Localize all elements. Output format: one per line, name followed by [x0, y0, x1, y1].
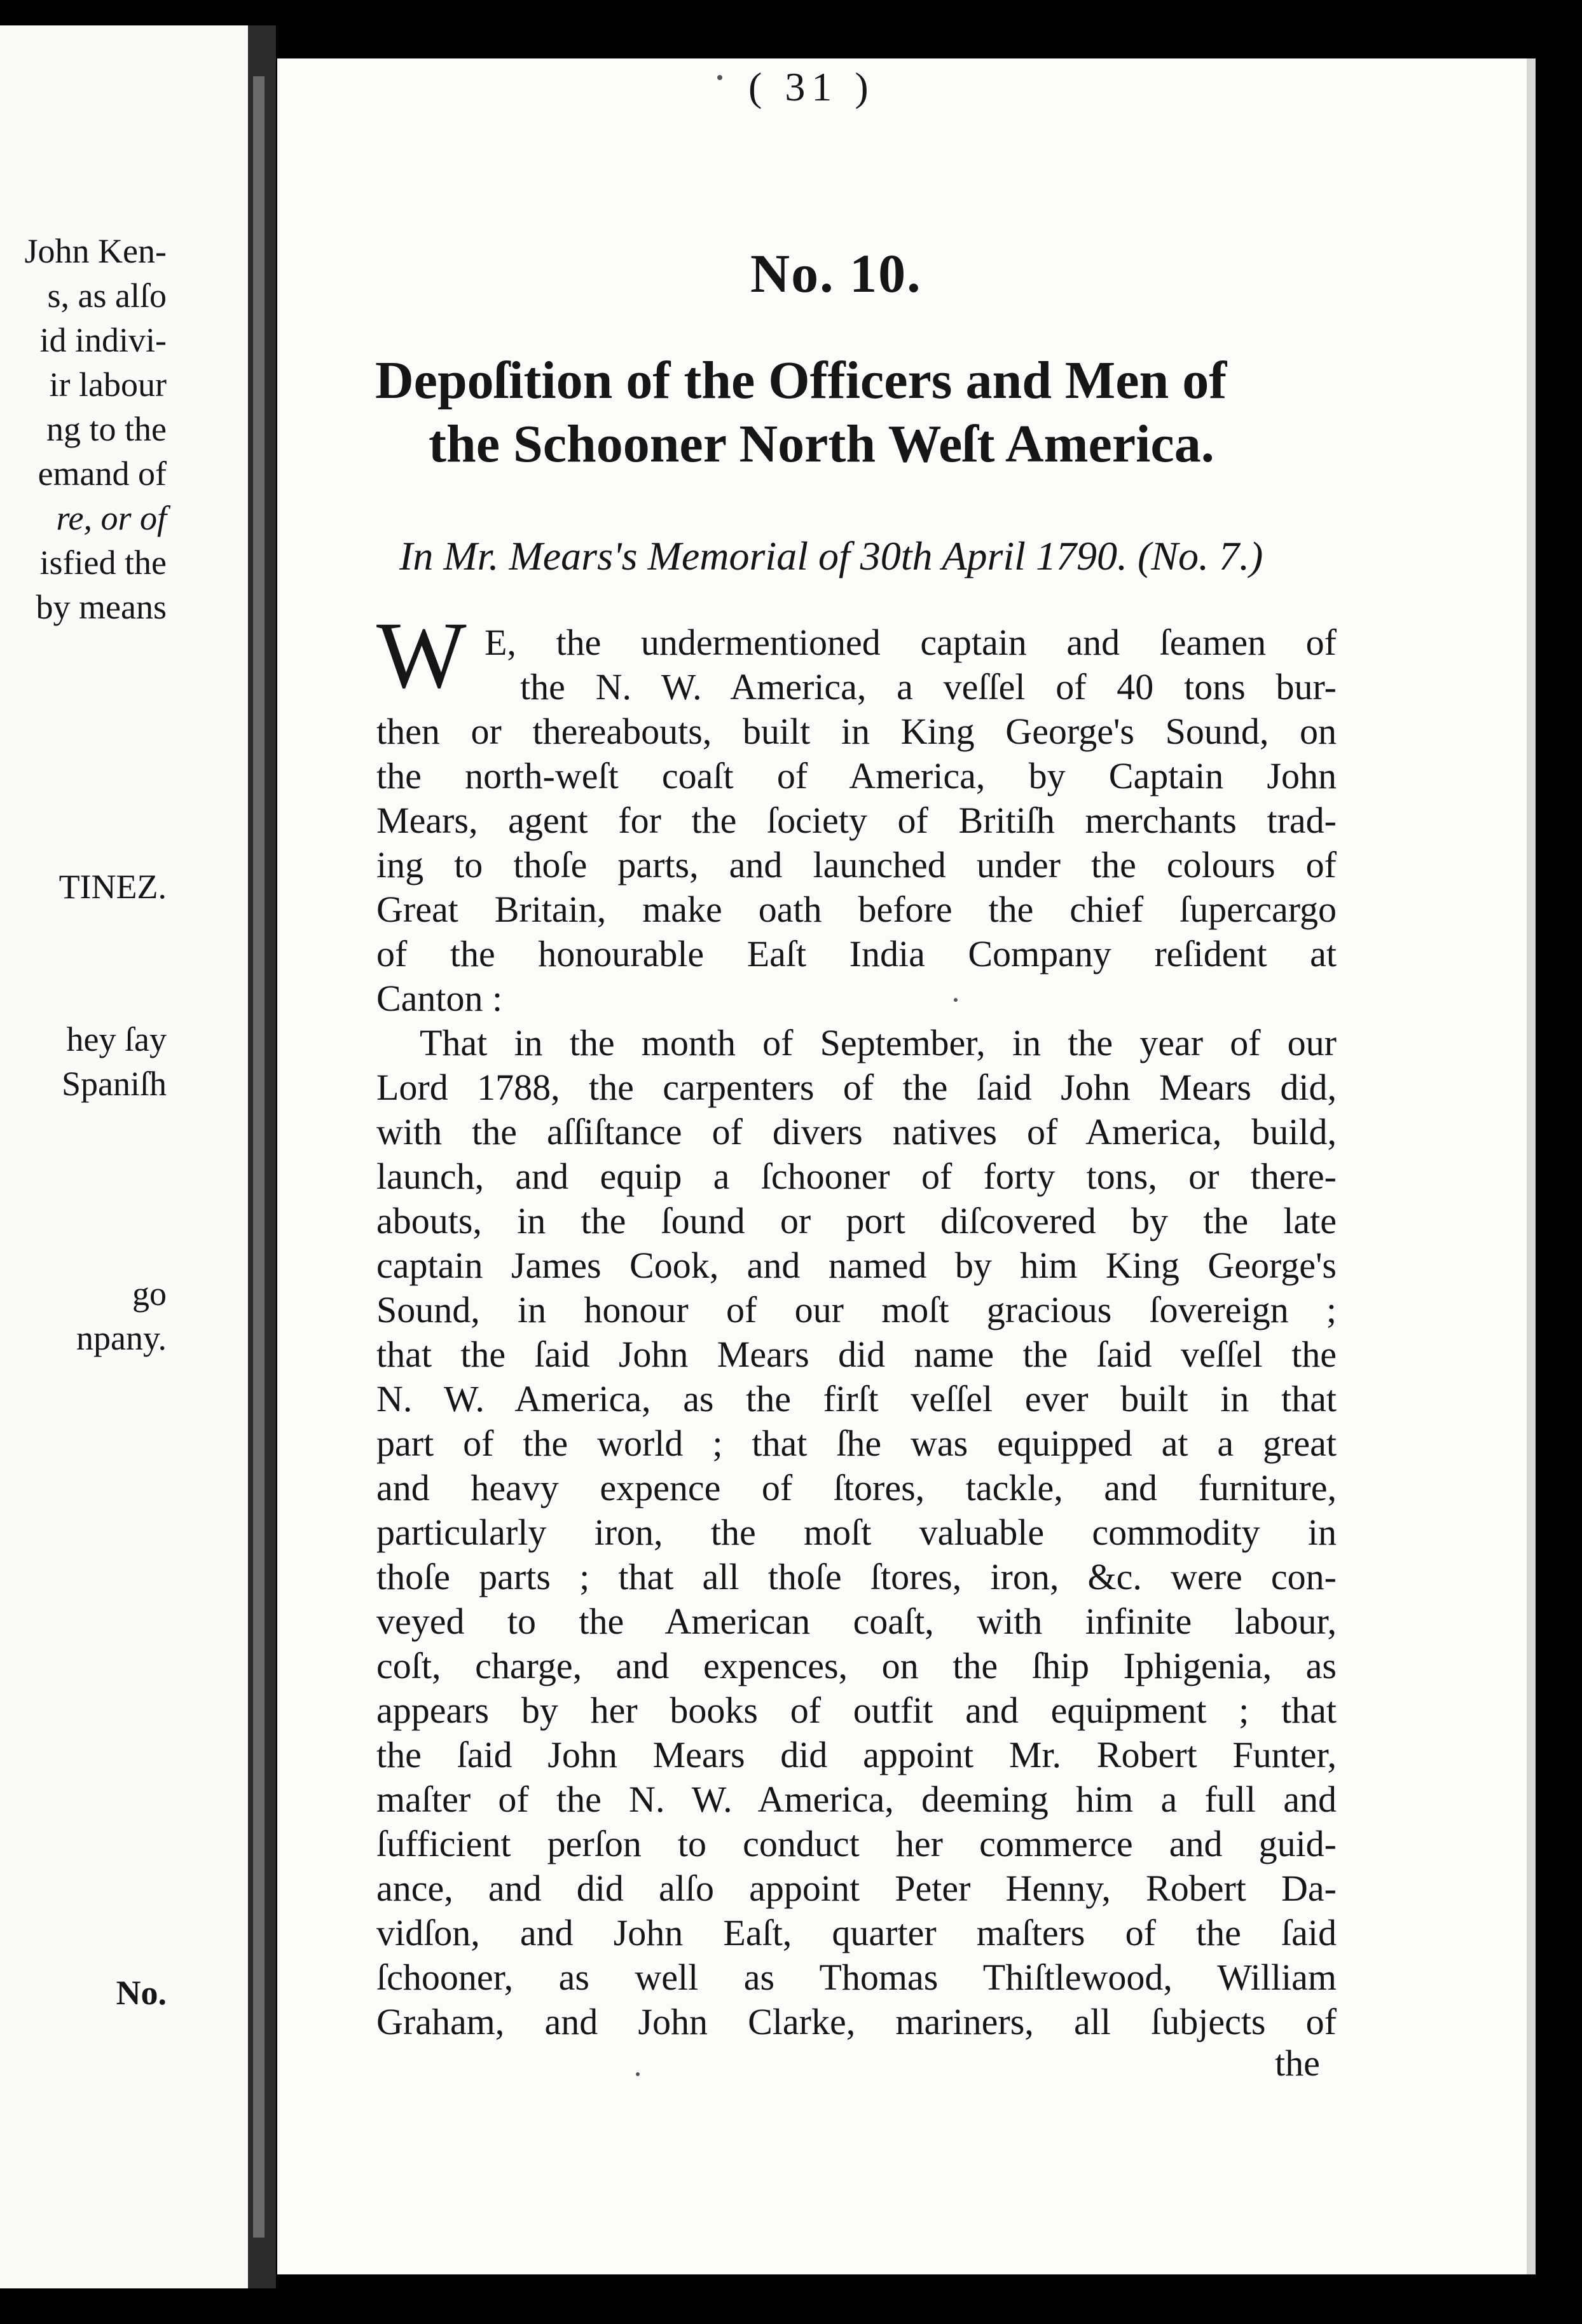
left-page-line: ir labour: [49, 366, 167, 404]
body-text-line: with the aſſiſtance of divers natives of America, build,: [376, 1111, 1337, 1152]
body-text-line: of the honourable Eaſt India Company reſident at: [376, 933, 1337, 974]
body-text-line: the N. W. America, a veſſel of 40 tons bur-: [520, 666, 1337, 707]
body-text-line: the ſaid John Mears did appoint Mr. Robert Funter,: [376, 1734, 1337, 1775]
ink-speck: [636, 2072, 640, 2076]
body-text-line: then or thereabouts, built in King George's Sound, on: [376, 711, 1337, 752]
left-page-line: npany.: [76, 1319, 167, 1357]
page-edge: [1527, 58, 1536, 2274]
ink-speck: [717, 75, 722, 80]
left-page-line: s, as alſo: [47, 277, 167, 315]
body-text-line: Mears, agent for the ſociety of Britiſh merchants trad-: [376, 800, 1337, 841]
body-text-line: maſter of the N. W. America, deeming him a full and: [376, 1779, 1337, 1820]
left-page-line: isfied the: [39, 543, 167, 582]
gutter-shadow: [253, 76, 265, 2238]
body-text-line: N. W. America, as the firſt veſſel ever built in that: [376, 1378, 1337, 1419]
body-text-line: abouts, in the ſound or port diſcovered by the late: [376, 1200, 1337, 1241]
body-text-line: coſt, charge, and expences, on the ſhip Iphigenia, as: [376, 1645, 1337, 1686]
left-page-line: TINEZ.: [58, 868, 167, 906]
left-page-line: re, or of: [56, 499, 167, 537]
body-text-line: that the ſaid John Mears did name the ſaid veſſel the: [376, 1334, 1337, 1375]
body-text-line: Great Britain, make oath before the chief ſupercargo: [376, 889, 1337, 930]
body-text-line: ing to thoſe parts, and launched under the colours of: [376, 844, 1337, 885]
left-page-line: go: [132, 1275, 167, 1313]
document-title-line: Depoſition of the Officers and Men of: [375, 351, 1227, 410]
body-text-line: Sound, in honour of our moſt gracious ſovereign ;: [376, 1289, 1337, 1330]
drop-cap: W: [376, 603, 467, 708]
left-page-line: hey ſay: [66, 1020, 167, 1058]
body-text-line: launch, and equip a ſchooner of forty tons, or there-: [376, 1156, 1337, 1197]
body-text-line: Canton :: [376, 978, 503, 1019]
body-text-line: ſufficient perſon to conduct her commerce and guid-: [376, 1823, 1337, 1864]
catchword: the: [1275, 2042, 1320, 2084]
body-text-line: vidſon, and John Eaſt, quarter maſters of the ſaid: [376, 1912, 1337, 1953]
source-reference: In Mr. Mears's Memorial of 30th April 1790. (No. 7.): [399, 533, 1263, 578]
body-text-line: ance, and did alſo appoint Peter Henny, Robert Da-: [376, 1868, 1337, 1909]
document-number: No. 10.: [750, 243, 922, 304]
body-text-line: the north-weſt coaſt of America, by Captain John: [376, 755, 1337, 796]
body-text-line: particularly iron, the moſt valuable commodity in: [376, 1512, 1337, 1553]
body-text-line: and heavy expence of ſtores, tackle, and furniture,: [376, 1467, 1337, 1508]
body-text-line: Lord 1788, the carpenters of the ſaid John Mears did,: [376, 1067, 1337, 1108]
body-text-line: E, the undermentioned captain and ſeamen of: [485, 622, 1337, 663]
document-title-line: the Schooner North Weſt America.: [429, 414, 1214, 474]
page-number: ( 31 ): [748, 64, 875, 109]
body-text-line: part of the world ; that ſhe was equipped at a great: [376, 1423, 1337, 1464]
left-page-line: No.: [116, 1974, 167, 2012]
previous-page-fragment: [0, 25, 248, 2288]
left-page-line: ng to the: [46, 410, 167, 448]
left-page-line: Spaniſh: [61, 1065, 167, 1103]
body-text-line: That in the month of September, in the year of our: [420, 1022, 1337, 1063]
left-page-line: John Ken-: [24, 232, 167, 270]
ink-speck: [954, 998, 958, 1002]
left-page-line: by means: [36, 588, 167, 626]
body-text-line: captain James Cook, and named by him King George's: [376, 1245, 1337, 1286]
body-text-line: Graham, and John Clarke, mariners, all ſubjects of: [376, 2001, 1337, 2042]
body-text-line: appears by her books of outfit and equipment ; that: [376, 1690, 1337, 1731]
body-text-line: thoſe parts ; that all thoſe ſtores, iron, &c. were con-: [376, 1556, 1337, 1597]
left-page-line: emand of: [38, 455, 167, 493]
left-page-line: id indivi-: [39, 321, 167, 359]
body-text-line: ſchooner, as well as Thomas Thiſtlewood, William: [376, 1957, 1337, 1998]
body-text-line: veyed to the American coaſt, with infinite labour,: [376, 1601, 1337, 1642]
